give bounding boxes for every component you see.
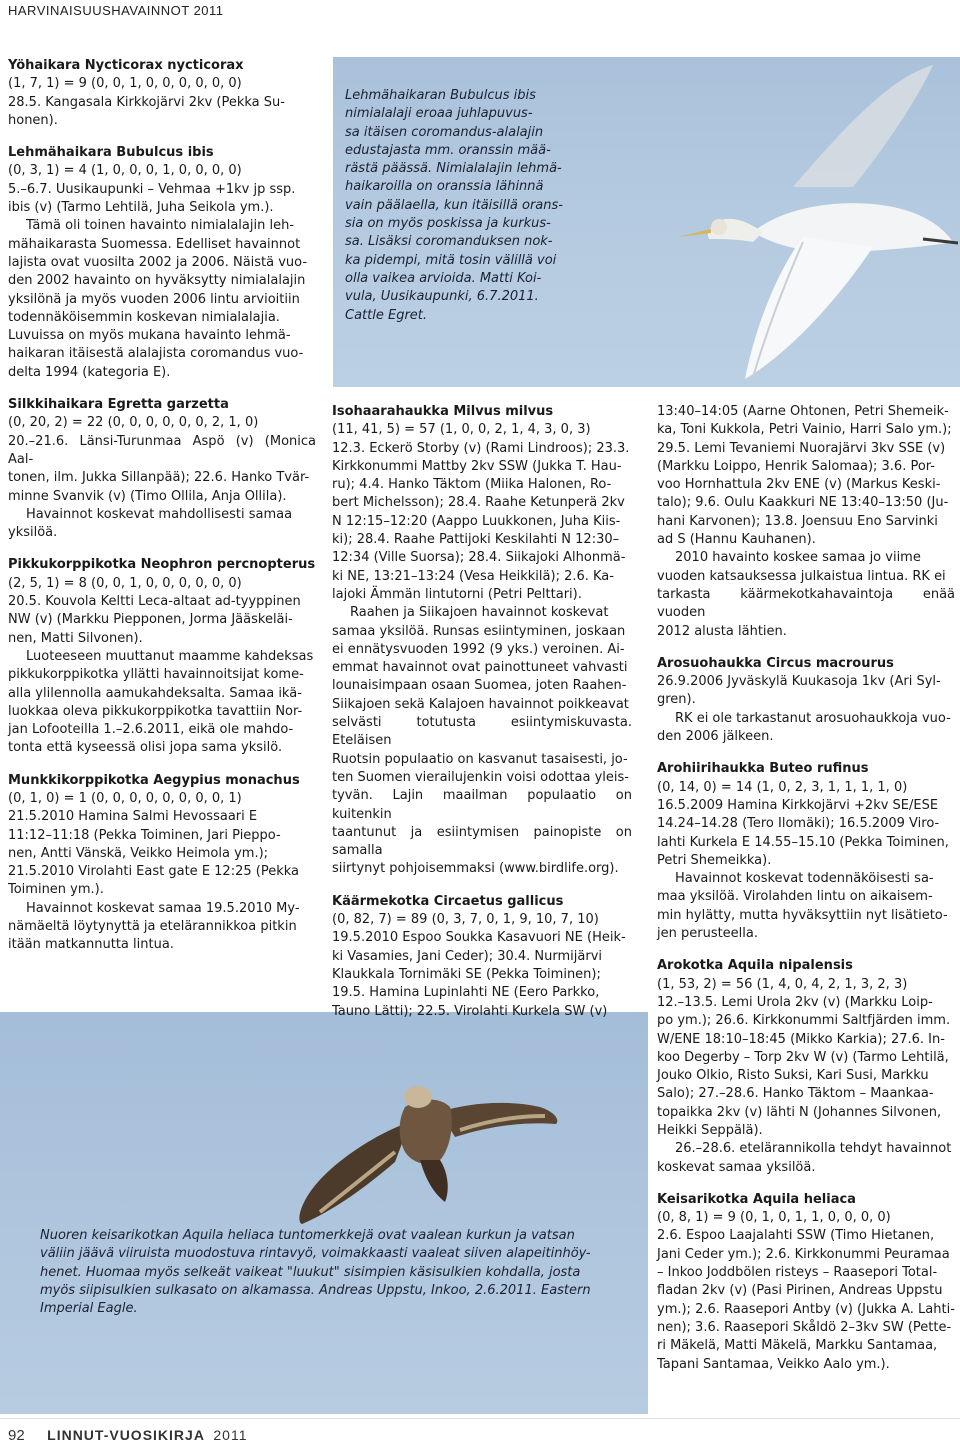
text-line: vuoden katsauksessa julkaistua lintua. RK ei — [657, 568, 946, 584]
text-line: Jani Ceder ym.); 2.6. Kirkkonummi Peuramaa — [657, 1246, 950, 1262]
caption-line: Lehmähaikaran Bubulcus ibis — [345, 88, 536, 103]
text-line: 12:34 (Ville Suorsa); 28.4. Siikajoki Alhonmä- — [332, 550, 626, 566]
text-line: ibis (v) (Tarmo Lehtilä, Juha Seikola ym.). — [8, 200, 274, 216]
text-line: ri Mäkelä, Matti Mäkelä, Markku Santamaa, — [657, 1338, 938, 1354]
text-line: Jouko Olkio, Risto Suksi, Kari Susi, Markku — [657, 1068, 929, 1084]
text-line: fladan 2kv (v) (Pasi Pirinen, Andreas Uppstu — [657, 1283, 943, 1299]
text-line: emmat havainnot ovat painottuneet vahvasti — [332, 660, 628, 676]
count-line: (0, 82, 7) = 89 (0, 3, 7, 0, 1, 9, 10, 7, 10) — [332, 912, 599, 928]
text-line: 5.–6.7. Uusikaupunki – Vehmaa +1kv jp ssp. — [8, 181, 296, 197]
text-line: taantunut ja esiintymisen painopiste on samalla — [332, 824, 632, 859]
text-line: mähaikarasta Suomessa. Edelliset havainnot — [8, 236, 301, 252]
species-heading: Silkkihaikara Egretta garzetta — [8, 397, 229, 413]
text-line: 28.5. Kangasala Kirkkojärvi 2kv (Pekka Su- — [8, 94, 285, 110]
text-line: 13:40–14:05 (Aarne Ohtonen, Petri Shemeik- — [657, 404, 949, 419]
caption-line: ka pidempi, mitä tosin välillä voi — [345, 252, 557, 268]
text-line: delta 1994 (kategoria E). — [8, 364, 171, 380]
text-line: lounaisimpaan osaan Suomea, joten Raahen- — [332, 678, 627, 694]
text-line: Ruotsin populaatio on kasvanut tasaisesti, jo- — [332, 751, 628, 767]
caption-line: edustajasta mm. oranssin mää- — [345, 142, 551, 158]
text-line: 26.9.2006 Jyväskylä Kuukasoja 1kv (Ari Syl- — [657, 674, 941, 690]
caption-line: rästä päässä. Nimialalajin lehmä- — [345, 161, 562, 177]
text-line: 2012 alusta lähtien. — [657, 623, 787, 639]
caption-line: nimialalaji eroaa juhlapuvus- — [345, 106, 533, 122]
text-line: talo); 9.6. Oulu Kaakkuri NE 13:40–13:50 (Ju- — [657, 495, 949, 511]
text-line: NW (v) (Markku Piepponen, Jorma Jääskeläi- — [8, 612, 293, 628]
text-line: ru); 4.4. Hanko Täktom (Miika Halonen, Ro- — [332, 477, 612, 493]
species-heading: Pikkukorppikotka Neophron percnopterus — [8, 557, 316, 573]
text-line: W/ENE 18:10–18:45 (Mikko Karkia); 27.6. In- — [657, 1031, 945, 1047]
text-line: ten Suomen vierailujenkin voisi odottaa yleis- — [332, 769, 629, 785]
text-line: nen, Antti Vänskä, Veikko Heimola ym.); — [8, 845, 269, 861]
text-line: 11:12–11:18 (Pekka Toiminen, Jari Pieppo- — [8, 827, 281, 843]
text-line: yksilöä. — [8, 525, 58, 541]
text-line: 19.5.2010 Espoo Soukka Kasavuori NE (Heik- — [332, 930, 626, 946]
text-line: Siikajoen sekä Kalajoen havainnot poikkeavat — [332, 696, 629, 712]
text-line: bert Michelsson); 28.4. Raahe Ketunperä 2kv — [332, 495, 625, 511]
caption-line: Imperial Eagle. — [40, 1301, 138, 1317]
section-title: HARVINAISUUSHAVAINNOT 2011 — [8, 3, 224, 18]
count-line: (1, 7, 1) = 9 (0, 0, 1, 0, 0, 0, 0, 0, 0) — [8, 76, 242, 92]
text-line: 2010 havainto koskee samaa jo viime — [675, 550, 921, 566]
count-line: (1, 53, 2) = 56 (1, 4, 0, 4, 2, 1, 3, 2, 3) — [657, 976, 908, 992]
text-line: Raahen ja Siikajoen havainnot koskevat — [350, 605, 609, 621]
footer-divider — [0, 1418, 960, 1419]
page-header — [0, 0, 960, 22]
caption-line: haikaroilla on oranssia lähinnä — [345, 179, 544, 195]
text-line: voo Hornhattula 2kv ENE (v) (Markus Keski- — [657, 477, 941, 493]
species-heading: Yöhaikara Nycticorax nycticorax — [8, 58, 244, 73]
species-heading: Isohaarahaukka Milvus milvus — [332, 404, 554, 419]
column-left — [8, 57, 316, 955]
text-line: Kirkkonummi Mattby 2kv SSW (Jukka T. Hau- — [332, 458, 622, 474]
text-line: Tauno Lätti); 22.5. Virolahti Kurkela SW (v) — [332, 1003, 608, 1019]
text-line: jan Lofooteilla 1.–2.6.2011, eikä ole mahdo- — [8, 722, 294, 738]
text-line: lahti Kurkela E 14.55–15.10 (Pekka Toiminen, — [657, 834, 949, 850]
text-line: koo Degerby – Torp 2kv W (v) (Tarmo Lehtilä, — [657, 1049, 949, 1065]
text-line: Luvuissa on myös mukana havainto lehmä- — [8, 328, 291, 344]
text-line: Toiminen ym.). — [8, 882, 104, 898]
text-line: ad S (Hannu Kauhanen). — [657, 532, 816, 548]
text-line: ka, Toni Kukkola, Petri Vainio, Harri Salo ym.); — [657, 422, 952, 438]
caption-line: vula, Uusikaupunki, 6.7.2011. — [345, 289, 539, 305]
text-line: pikkukorppikotka yllätti havainnoitsijat kome- — [8, 667, 304, 683]
text-line: 20.5. Kouvola Keltti Leca-altaat ad-tyyppinen — [8, 594, 301, 610]
text-line: itään matkannutta lintua. — [8, 937, 174, 953]
book-title: LINNUT-VUOSIKIRJA — [47, 1427, 205, 1443]
text-line: todennäköisemmin koskevan nimialalajia. — [8, 309, 280, 325]
column-right — [657, 403, 955, 1374]
count-line: (0, 20, 2) = 22 (0, 0, 0, 0, 0, 0, 2, 1, 0) — [8, 415, 259, 431]
text-line: samaa yksilöä. Runsas esiintyminen, joskaan — [332, 623, 626, 639]
text-line: Salo); 27.–28.6. Hanko Täktom – Maankaa- — [657, 1086, 934, 1102]
text-line: – Inkoo Joddbölen risteys – Raasepori Total- — [657, 1265, 938, 1281]
species-heading: Keisarikotka Aquila heliaca — [657, 1191, 856, 1207]
text-line: 21.5.2010 Hamina Salmi Hevossaari E — [8, 809, 258, 825]
text-line: jen perusteella. — [657, 926, 759, 942]
text-line: 12.3. Eckerö Storby (v) (Rami Lindroos); 23.3. — [332, 440, 630, 456]
text-line: 2.6. Espoo Laajalahti SSW (Timo Hietanen, — [657, 1228, 935, 1244]
caption-line: väliin jäävä viiruista muodostuva rintavyö, voimakkaasti vaaleat siiven alapeitinhöy- — [40, 1246, 591, 1262]
text-line: 26.–28.6. etelärannikolla tehdyt havainnot — [675, 1141, 952, 1157]
text-line: selvästi totutusta esiintymiskuvasta. Eteläisen — [332, 715, 632, 749]
count-line: (0, 3, 1) = 4 (1, 0, 0, 0, 1, 0, 0, 0, 0) — [8, 163, 242, 179]
species-heading: Arohiirihaukka Buteo rufinus — [657, 761, 869, 777]
text-line: den 2002 havainto on hyväksytty nimialalajin — [8, 273, 306, 289]
text-line: 14.24–14.28 (Tero Ilomäki); 16.5.2009 Viro- — [657, 816, 940, 832]
text-line: ki); 28.4. Raahe Pattijoki Keskilahti N 12:30– — [332, 532, 620, 548]
species-heading: Arokotka Aquila nipalensis — [657, 958, 853, 974]
text-line: yksilönä ja myös vuoden 2006 lintu arvioitiin — [8, 291, 300, 307]
column-middle — [332, 403, 632, 1021]
text-line: den 2006 jälkeen. — [657, 729, 774, 745]
text-line: haikaran itäisestä alalajista coromandus vuo- — [8, 346, 304, 362]
text-line: tarkasta käärmekotkahavaintoja enää vuoden — [657, 586, 955, 621]
text-line: ym.); 2.6. Raasepori Antby (v) (Jukka A. Lahti- — [657, 1301, 955, 1317]
cattle-egret-photo — [333, 57, 960, 387]
text-line: Luoteeseen muuttanut maamme kahdeksas — [26, 648, 314, 664]
imperial-eagle-caption — [40, 1227, 640, 1318]
text-line: topaikka 2kv (v) lähti N (Johannes Silvonen, — [657, 1104, 942, 1120]
text-line: luokkaa oleva pikkukorppikotka tavattiin Nor- — [8, 703, 303, 719]
count-line: (0, 14, 0) = 14 (1, 0, 2, 3, 1, 1, 1, 1, 0) — [657, 779, 908, 795]
caption-line: olla vaikea arvioida. Matti Koi- — [345, 270, 542, 286]
text-line: ei ennätysvuoden 1992 (9 yks.) veroinen. Ai- — [332, 641, 625, 657]
text-line: koskevat samaa yksilöä. — [657, 1159, 816, 1175]
text-line: 20.–21.6. Länsi-Turunmaa Aspö (v) (Monica Aal- — [8, 433, 316, 467]
text-line: po ym.); 26.6. Kirkkonummi Saltfjärden imm. — [657, 1013, 951, 1029]
text-line: Tämä oli toinen havainto nimialalajin leh- — [26, 218, 295, 234]
text-line: Havainnot koskevat todennäköisesti sa- — [675, 871, 934, 887]
count-line: (2, 5, 1) = 8 (0, 0, 1, 0, 0, 0, 0, 0, 0) — [8, 575, 242, 591]
text-line: 16.5.2009 Hamina Kirkkojärvi +2kv SE/ESE — [657, 797, 939, 813]
text-line: Petri Shemeikka). — [657, 852, 772, 868]
page-number: 92 — [8, 1427, 25, 1444]
caption-line: Cattle Egret. — [345, 307, 428, 323]
species-heading: Munkkikorppikotka Aegypius monachus — [8, 772, 300, 788]
text-line: lajoki Ämmän lintutorni (Petri Pelttari). — [332, 586, 582, 602]
text-line: alla ylilennolla aamukahdeksalta. Samaa ikä- — [8, 685, 302, 701]
text-line: Havainnot koskevat samaa 19.5.2010 My- — [26, 900, 300, 916]
text-line: minne Svanvik (v) (Timo Ollila, Anja Ollila). — [8, 488, 287, 504]
caption-line: sa. Lisäksi coromanduksen nok- — [345, 234, 553, 250]
text-line: Tapani Santamaa, Veikko Aalo ym.). — [657, 1356, 890, 1372]
text-line: 19.5. Hamina Lupinlahti NE (Eero Parkko, — [332, 985, 600, 1001]
text-line: nen); 3.6. Raasepori Skåldö 2–3kv SW (Pette- — [657, 1319, 952, 1335]
imperial-eagle-photo — [0, 1012, 648, 1414]
text-line: 12.–13.5. Lemi Urola 2kv (v) (Markku Loip- — [657, 994, 933, 1010]
caption-line: sa itäisen coromandus-alalajin — [345, 124, 544, 140]
text-line: maa yksilöä. Virolahden lintu on aikaisem- — [657, 889, 933, 905]
caption-line: Nuoren keisarikotkan Aquila heliaca tuntomerkkejä ovat vaalean kurkun ja vatsan — [40, 1228, 575, 1243]
caption-line: sia on myös poskissa ja kurkus- — [345, 216, 551, 232]
caption-line: henet. Huomaa myös selkeät vaikeat "luukut" sisimpien käsisulkien kohdalla, josta — [40, 1264, 581, 1280]
species-heading: Käärmekotka Circaetus gallicus — [332, 893, 564, 909]
count-line: (0, 1, 0) = 1 (0, 0, 0, 0, 0, 0, 0, 0, 1) — [8, 790, 242, 806]
text-line: Havainnot koskevat mahdollisesti samaa — [26, 506, 293, 522]
text-line: nämäeltä löytynyttä ja etelärannikkoa pitkin — [8, 919, 297, 935]
page-footer — [8, 1427, 248, 1449]
text-line: RK ei ole tarkastanut arosuohaukkoja vuo- — [675, 710, 951, 726]
caption-line: myös siipisulkien sulkasato on alkamassa. Andreas Uppstu, Inkoo, 2.6.2011. Eastern — [40, 1282, 591, 1298]
text-line: gren). — [657, 692, 696, 708]
text-line: siirtynyt pohjoisemmaksi (www.birdlife.org). — [332, 861, 619, 877]
text-line: Klaukkala Tornimäki SE (Pekka Toiminen); — [332, 966, 601, 982]
caption-line: vain päälaella, kun itäisillä orans- — [345, 197, 563, 213]
count-line: (11, 41, 5) = 57 (1, 0, 0, 2, 1, 4, 3, 0, 3) — [332, 422, 591, 438]
text-line: tonta että kyseessä olisi jopa sama yksilö. — [8, 740, 283, 756]
text-line: ki NE, 13:21–13:24 (Vesa Heikkilä); 2.6. Ka- — [332, 568, 614, 584]
text-line: Heikki Seppälä). — [657, 1122, 763, 1138]
text-line: min hylätty, mutta hyväksyttiin nyt lisätieto- — [657, 907, 948, 923]
species-heading: Arosuohaukka Circus macrourus — [657, 655, 894, 671]
text-line: nen, Matti Silvonen). — [8, 630, 143, 646]
text-line: ki Vasamies, Jani Ceder); 30.4. Nurmijärvi — [332, 948, 603, 964]
imperial-eagle-illustration — [0, 1012, 648, 1414]
text-line: 21.5.2010 Virolahti East gate E 12:25 (Pekka — [8, 864, 299, 880]
cattle-egret-caption — [345, 87, 615, 325]
text-line: (Markku Loippo, Henrik Salomaa); 3.6. Por- — [657, 458, 935, 474]
book-year: 2011 — [213, 1427, 248, 1443]
species-heading: Lehmähaikara Bubulcus ibis — [8, 145, 214, 161]
count-line: (0, 8, 1) = 9 (0, 1, 0, 1, 1, 0, 0, 0, 0) — [657, 1210, 891, 1226]
text-line: tonen, ilm. Jukka Sillanpää); 22.6. Hanko Tvär- — [8, 470, 310, 486]
text-line: honen). — [8, 112, 58, 128]
text-line: 29.5. Lemi Tevaniemi Nuorajärvi 3kv SSE (v) — [657, 440, 946, 456]
text-line: hani Karvonen); 13.8. Joensuu Eno Sarvinki — [657, 513, 938, 529]
text-line: tyvän. Lajin maailman populaatio on kuitenkin — [332, 788, 632, 822]
text-line: N 12:15–12:20 (Aappo Luukkonen, Juha Kiis- — [332, 513, 621, 529]
text-line: lajista ovat vuosilta 2002 ja 2006. Näistä vuo- — [8, 254, 308, 270]
